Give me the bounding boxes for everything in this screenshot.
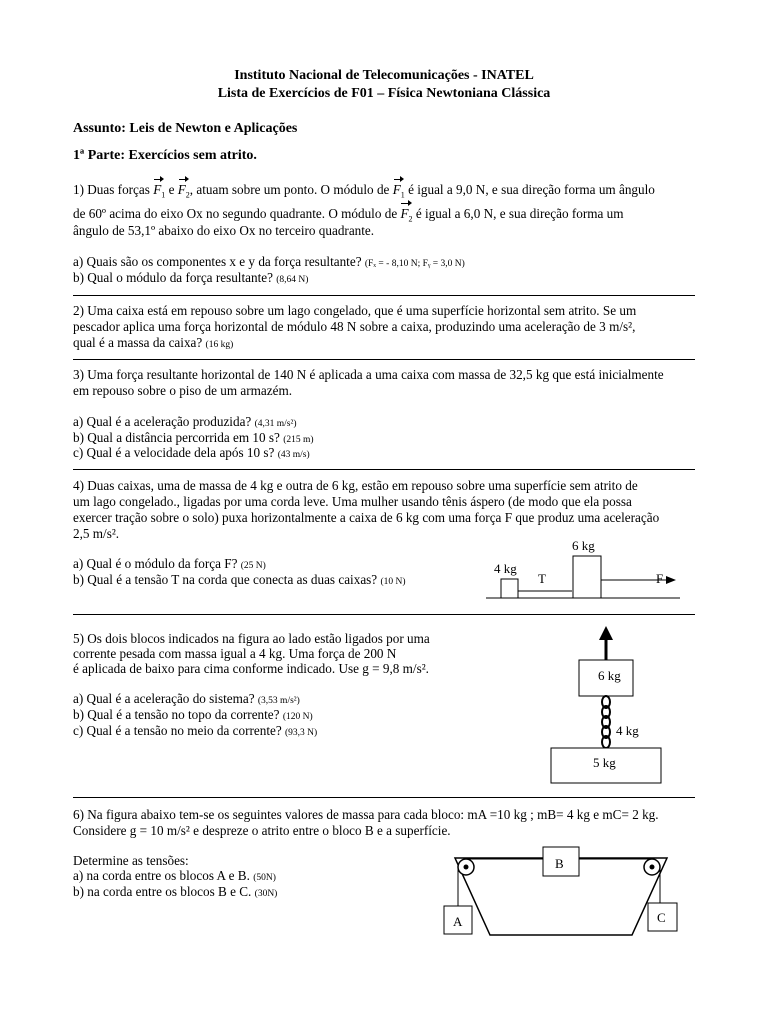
box-6kg-label: 6 kg (572, 538, 595, 553)
q4-line2: um lago congelado., ligadas por uma corda leve. Uma mulher usando tênis áspero (de modo que ela possa (73, 494, 632, 509)
institution-title: Instituto Nacional de Telecomunicações - INATEL (234, 68, 534, 83)
applied-force-head (599, 626, 613, 640)
q6-figure (435, 840, 695, 940)
chain (602, 696, 610, 748)
q3-line1: 3) Uma força resultante horizontal de 140 N é aplicada a uma caixa com massa de 32,5 kg que está inicialmente (73, 367, 664, 382)
box-4kg (501, 579, 518, 598)
q2-line1: 2) Uma caixa está em repouso sobre um lago congelado, que é uma superfície horizontal sem atrito. Se um (73, 303, 637, 318)
block-6kg-label: 6 kg (598, 668, 621, 683)
block-b-label: B (555, 856, 564, 871)
q5-figure (545, 620, 670, 795)
q4-answer-b: (10 N) (380, 577, 406, 587)
q6-determine: Determine as tensões: (73, 853, 189, 868)
q4-line4: 2,5 m/s². (73, 526, 120, 541)
tension-label: T (538, 571, 546, 586)
list-title: Lista de Exercícios de F01 – Física Newtoniana Clássica (217, 86, 551, 101)
q6-answer-b: (30N) (254, 889, 278, 899)
divider (73, 295, 695, 296)
q2-line2: pescador aplica uma força horizontal de módulo 48 N sobre a caixa, produzindo uma aceleração de 3 m/s², (73, 319, 636, 334)
q6-question-a: a) na corda entre os blocos A e B. (50N) (73, 868, 276, 883)
q1-line1: 1) Duas forças $F_1$ e $F_2$, atuam sobre um ponto. O módulo de $F_1$ é igual a 9,0 N, e sua direção forma um ângulo (73, 182, 655, 200)
q1-answer-b: (8,64 N) (276, 275, 309, 285)
q3-question-b: b) Qual a distância percorrida em 10 s? (215 m) (73, 430, 314, 445)
q5-answer-a: (3,53 m/s²) (257, 696, 300, 706)
q1-line2: de 60º acima do eixo Ox no segundo quadrante. O módulo de $F_2$ é igual a 6,0 N, e sua direção forma um (73, 206, 624, 224)
q4-question-a: a) Qual é o módulo da força F? (25 N) (73, 556, 266, 571)
q5-question-c: c) Qual é a tensão no meio da corrente? (93,3 N) (73, 723, 318, 738)
q1-question-a: a) Quais são os componentes x e y da força resultante? (Fₓ = - 8,10 N; Fᵧ = 3,0 N) (73, 254, 465, 269)
pulley-left-axle (464, 865, 469, 870)
chain-label: 4 kg (616, 723, 639, 738)
q5-question-b: b) Qual é a tensão no topo da corrente? (120 N) (73, 707, 313, 722)
part-heading: 1ª Parte: Exercícios sem atrito. (73, 148, 257, 163)
force-label: F (656, 571, 664, 586)
q3-answer-b: (215 m) (283, 435, 314, 445)
q4-answer-a: (25 N) (240, 561, 266, 571)
q6-answer-a: (50N) (253, 873, 276, 883)
q3-answer-a: (4,31 m/s²) (254, 419, 297, 429)
q1-question-b: b) Qual o módulo da força resultante? (8,64 N) (73, 270, 309, 285)
q5-answer-c: (93,3 N) (285, 728, 318, 738)
q4-question-b: b) Qual é a tensão T na corda que conecta as duas caixas? (10 N) (73, 572, 406, 587)
q1-answer-a: (Fₓ = - 8,10 N; Fᵧ = 3,0 N) (364, 259, 465, 269)
q5-answer-b: (120 N) (282, 712, 313, 722)
divider (73, 469, 695, 470)
q3-question-a: a) Qual é a aceleração produzida? (4,31 m/s²) (73, 414, 297, 429)
box-6kg (573, 556, 601, 598)
q2-answer: (16 kg) (205, 340, 234, 350)
q5-line3: é aplicada de baixo para cima conforme indicado. Use g = 9,8 m/s². (73, 661, 429, 676)
q2-line3: qual é a massa da caixa? (16 kg) (73, 335, 234, 350)
q3-line2: em repouso sobre o piso de um armazém. (73, 383, 292, 398)
q5-line1: 5) Os dois blocos indicados na figura ao lado estão ligados por uma (73, 631, 430, 646)
q4-figure (480, 535, 695, 605)
q5-line2: corrente pesada com massa igual a 4 kg. Uma força de 200 N (73, 646, 397, 661)
q3-question-c: c) Qual é a velocidade dela após 10 s? (43 m/s) (73, 445, 310, 460)
subject-heading: Assunto: Leis de Newton e Aplicações (73, 121, 298, 136)
q6-question-b: b) na corda entre os blocos B e C. (30N) (73, 884, 278, 899)
q5-question-a: a) Qual é a aceleração do sistema? (3,53 m/s²) (73, 691, 300, 706)
q3-answer-c: (43 m/s) (277, 450, 310, 460)
force-arrow-head (666, 576, 676, 584)
pulley-right-axle (650, 865, 655, 870)
block-c-label: C (657, 910, 666, 925)
divider (73, 797, 695, 798)
block-a-label: A (453, 914, 463, 929)
divider (73, 614, 695, 615)
divider (73, 359, 695, 360)
q4-line1: 4) Duas caixas, uma de massa de 4 kg e outra de 6 kg, estão em repouso sobre uma superfície sem atrito de (73, 478, 638, 493)
q6-line1: 6) Na figura abaixo tem-se os seguintes valores de massa para cada bloco: mA =10 kg ; mB= 4 kg e mC= 2 kg. (73, 807, 659, 822)
q1-line3: ângulo de 53,1º abaixo do eixo Ox no terceiro quadrante. (73, 223, 375, 238)
q6-line2: Considere g = 10 m/s² e despreze o atrito entre o bloco B e a superfície. (73, 823, 451, 838)
block-5kg-label: 5 kg (593, 755, 616, 770)
q4-line3: exercer tração sobre o solo) puxa horizontalmente a caixa de 6 kg com uma força F que produz uma aceleração (73, 510, 660, 525)
box-4kg-label: 4 kg (494, 561, 517, 576)
